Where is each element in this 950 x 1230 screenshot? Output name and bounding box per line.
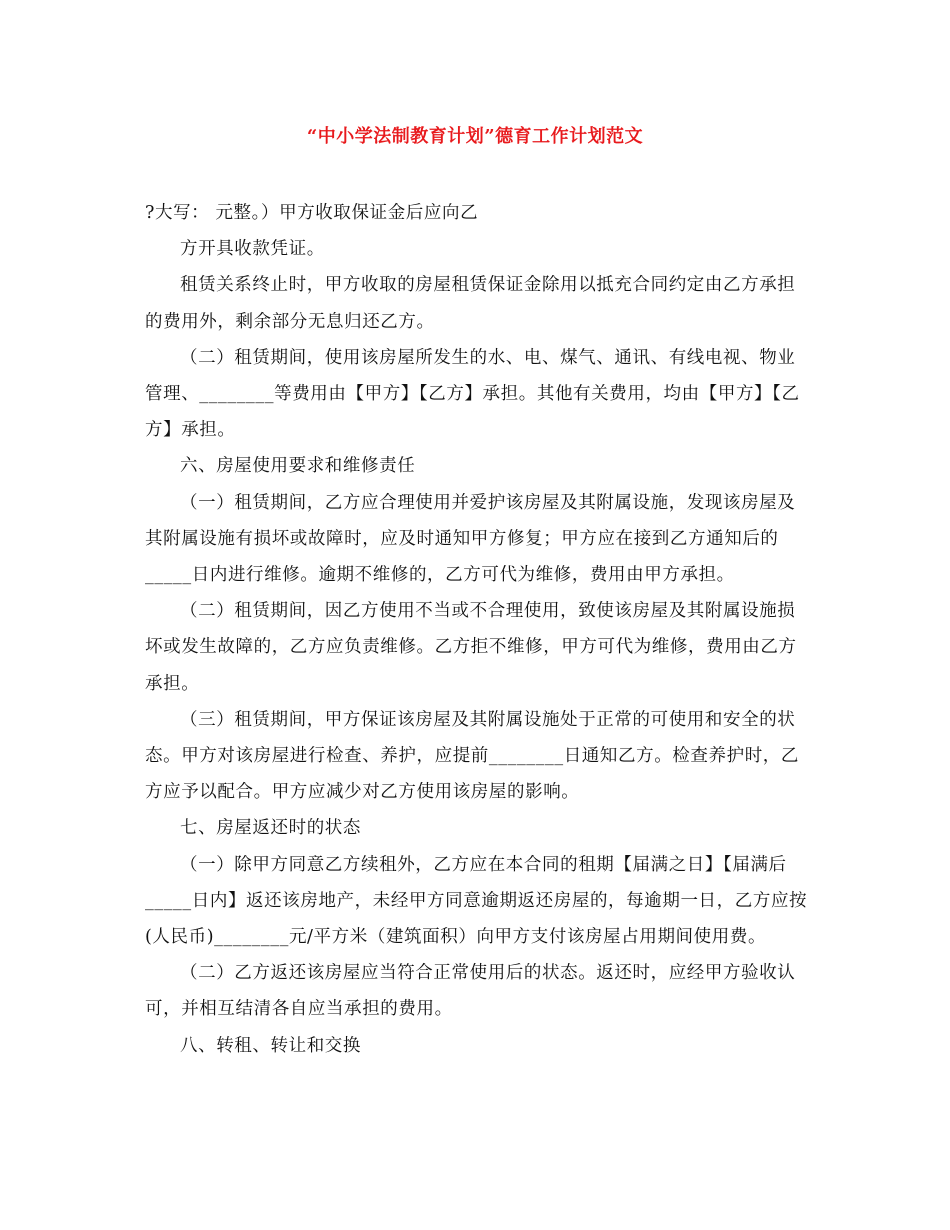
paragraph: （三）租赁期间，甲方保证该房屋及其附属设施处于正常的可使用和安全的状态。甲方对该房屋进行检查、养护，应提前________日通知乙方。检查养护时，乙方应予以配合。甲方应减少对乙方使用该房屋的影响。 <box>145 709 799 803</box>
paragraph: （一）除甲方同意乙方续租外，乙方应在本合同的租期【届满之日】【届满后_____日内】返还该房地产，未经甲方同意逾期返还房屋的，每逾期一日，乙方应按(人民币)________元/平方米（建筑面积）向甲方支付该房屋占用期间使用费。 <box>145 854 808 948</box>
document-title: “中小学法制教育计划”德育工作计划范文 <box>306 126 644 147</box>
paragraph: （二）租赁期间，因乙方使用不当或不合理使用，致使该房屋及其附属设施损坏或发生故障的，乙方应负责维修。乙方拒不维修，甲方可代为维修，费用由乙方承担。 <box>145 601 797 694</box>
paragraph: （二）乙方返还该房屋应当符合正常使用后的状态。返还时，应经甲方验收认可，并相互结清各自应当承担的费用。 <box>145 963 796 1020</box>
paragraph: （二）租赁期间，使用该房屋所发生的水、电、煤气、通讯、有线电视、物业管理、________等费用由【甲方】【乙方】承担。其他有关费用，均由【甲方】【乙方】承担。 <box>145 347 800 441</box>
paragraph: （一）租赁期间，乙方应合理使用并爱护该房屋及其附属设施，发现该房屋及其附属设施有损坏或故障时，应及时通知甲方修复；甲方应在接到乙方通知后的_____日内进行维修。逾期不维修的，乙方可代为维修，费用由甲方承担。 <box>145 492 796 586</box>
paragraph: 租赁关系终止时，甲方收取的房屋租赁保证金除用以抵充合同约定由乙方承担的费用外，剩余部分无息归还乙方。 <box>145 275 796 332</box>
document-body <box>145 195 810 1064</box>
paragraph: 七、房屋返还时的状态 <box>180 818 361 839</box>
paragraph: 方开具收款凭证。 <box>180 239 325 260</box>
paragraph: 八、转租、转让和交换 <box>180 1035 361 1056</box>
paragraph: ?大写： 元整。）甲方收取保证金后应向乙 <box>145 203 479 223</box>
paragraph: 六、房屋使用要求和维修责任 <box>180 456 416 477</box>
